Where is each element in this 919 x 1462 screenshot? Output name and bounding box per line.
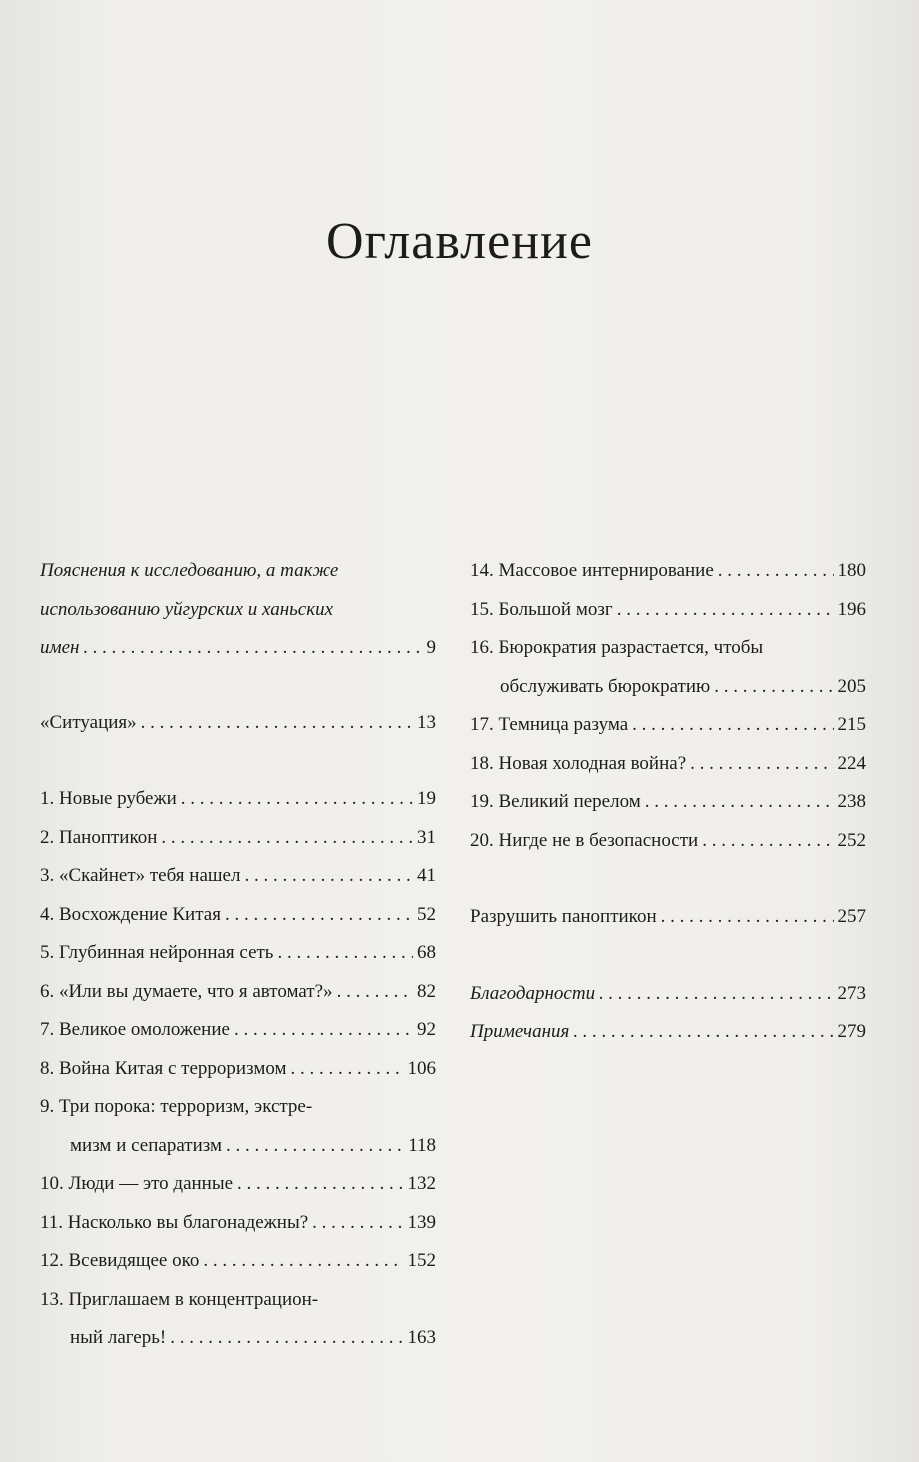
toc-page-number: 52 (417, 903, 436, 925)
toc-page-number: 41 (417, 865, 436, 886)
toc-entry-chapter-3 (40, 857, 436, 896)
toc-entry-title: 3. «Скайнет» тебя нашел (40, 865, 241, 886)
toc-entry-title: имен (40, 637, 80, 658)
page-title: Оглавление (326, 213, 593, 270)
toc-page-number: 152 (407, 1250, 436, 1271)
toc-entry-chapter-16 (470, 629, 866, 706)
toc-entry-chapter-14 (470, 552, 866, 591)
toc-page-number: 196 (837, 598, 866, 620)
toc-entry-title: 2. Паноптикон (40, 826, 158, 848)
toc-page-number: 180 (837, 560, 866, 581)
toc-left-column (40, 552, 436, 1358)
toc-entry-chapter-9 (40, 1088, 436, 1165)
toc-entry-title: 12. Всевидящее око (40, 1250, 200, 1271)
toc-entry-chapter-17 (470, 706, 866, 745)
leader-dots (203, 1242, 403, 1281)
toc-entry-chapter-6 (40, 973, 436, 1012)
toc-entry-acknowledgements (470, 975, 866, 1014)
toc-page-number: 279 (837, 1021, 866, 1042)
toc-page-number: 19 (417, 788, 436, 809)
toc-page-number: 215 (837, 714, 866, 735)
toc-entry-title: Примечания (470, 1021, 570, 1042)
toc-page-number: 252 (837, 829, 866, 851)
toc-entry-title: 5. Глубинная нейронная сеть (40, 942, 274, 963)
leader-dots (702, 822, 833, 861)
toc-entry-title: 4. Восхождение Китая (40, 903, 221, 925)
leader-dots (141, 704, 413, 743)
leader-dots (161, 819, 413, 858)
leader-dots (617, 591, 834, 630)
toc-entry-chapter-10 (40, 1165, 436, 1204)
toc-entry-notes-endnotes (470, 1013, 866, 1052)
leader-dots (718, 552, 834, 591)
leader-dots (237, 1165, 403, 1204)
leader-dots (226, 1127, 404, 1166)
toc-page-number: 92 (417, 1019, 436, 1040)
toc-page-number: 224 (837, 752, 866, 774)
toc-page-number: 106 (407, 1057, 436, 1079)
toc-entry-destroy-panopticon (470, 898, 866, 937)
toc-entry-title: 15. Большой мозг (470, 598, 613, 620)
toc-entry-title: 1. Новые рубежи (40, 788, 177, 809)
leader-dots (291, 1050, 404, 1089)
toc-entry-chapter-2 (40, 819, 436, 858)
toc-page-number: 13 (417, 711, 436, 733)
leader-dots (690, 745, 833, 784)
toc-page-number: 238 (837, 791, 866, 812)
leader-dots (661, 898, 834, 937)
toc-page-number: 139 (407, 1211, 436, 1233)
toc-entry-line: Пояснения к исследованию, а также (40, 560, 339, 581)
leader-dots (599, 975, 833, 1014)
toc-entry-title: 10. Люди — это данные (40, 1173, 234, 1194)
leader-dots (225, 896, 413, 935)
toc-entry-chapter-12 (40, 1242, 436, 1281)
toc-entry-chapter-11 (40, 1204, 436, 1243)
toc-page-number: 68 (417, 942, 436, 963)
toc-page-number: 163 (407, 1327, 436, 1348)
toc-page-number: 257 (837, 906, 866, 927)
toc-entry-line: использованию уйгурских и ханьских (40, 598, 334, 620)
toc-entry-title: мизм и сепаратизм (70, 1134, 222, 1156)
leader-dots (181, 780, 413, 819)
toc-page-number: 205 (837, 675, 866, 697)
leader-dots (714, 668, 833, 707)
leader-dots (337, 973, 413, 1012)
leader-dots (244, 857, 413, 896)
toc-entry-chapter-8 (40, 1050, 436, 1089)
toc-page-number: 9 (426, 637, 436, 658)
toc-entry-notes (40, 552, 436, 668)
toc-entry-chapter-20 (470, 822, 866, 861)
leader-dots (645, 783, 834, 822)
leader-dots (573, 1013, 833, 1052)
toc-entry-line: 16. Бюрократия разрастается, чтобы (470, 637, 764, 658)
leader-dots (83, 629, 422, 668)
toc-entry-chapter-4 (40, 896, 436, 935)
toc-entry-title: ный лагерь! (70, 1327, 167, 1348)
toc-entry-final-line (40, 629, 436, 668)
toc-page-number: 273 (837, 982, 866, 1004)
toc-entry-chapter-7 (40, 1011, 436, 1050)
toc-entry-chapter-15 (470, 591, 866, 630)
leader-dots (312, 1204, 403, 1243)
toc-entry-chapter-13 (40, 1281, 436, 1358)
toc-page-number: 118 (408, 1134, 436, 1156)
toc-entry-line: 13. Приглашаем в концентрацион- (40, 1288, 319, 1310)
toc-entry-title: 7. Великое омоложение (40, 1019, 230, 1040)
toc-page-number: 132 (407, 1173, 436, 1194)
toc-entry-title: 17. Темница разума (470, 714, 629, 735)
toc-entry-line: 9. Три порока: терроризм, экстре- (40, 1096, 313, 1117)
leader-dots (234, 1011, 413, 1050)
toc-entry-chapter-19 (470, 783, 866, 822)
toc-entry-title: 8. Война Китая с терроризмом (40, 1057, 287, 1079)
toc-entry-chapter-1 (40, 780, 436, 819)
toc-right-column (470, 552, 866, 1052)
toc-page-number: 31 (417, 826, 436, 848)
toc-entry-title: 19. Великий перелом (470, 791, 641, 812)
toc-page-number: 82 (417, 980, 436, 1002)
toc-entry-situation (40, 704, 436, 743)
toc-entry-title: 11. Насколько вы благонадежны? (40, 1211, 309, 1233)
leader-dots (170, 1319, 403, 1358)
leader-dots (277, 934, 413, 973)
toc-entry-title: 20. Нигде не в безопасности (470, 829, 699, 851)
toc-entry-title: «Ситуация» (40, 711, 137, 733)
toc-entry-title: обслуживать бюрократию (500, 675, 711, 697)
leader-dots (632, 706, 833, 745)
toc-entry-chapter-18 (470, 745, 866, 784)
toc-entry-title: 6. «Или вы думаете, что я автомат?» (40, 980, 333, 1002)
toc-entry-chapter-5 (40, 934, 436, 973)
toc-entry-title: Разрушить паноптикон (470, 906, 657, 927)
toc-entry-title: 18. Новая холодная война? (470, 752, 687, 774)
toc-entry-title: Благодарности (470, 982, 596, 1004)
toc-entry-title: 14. Массовое интернирование (470, 560, 714, 581)
